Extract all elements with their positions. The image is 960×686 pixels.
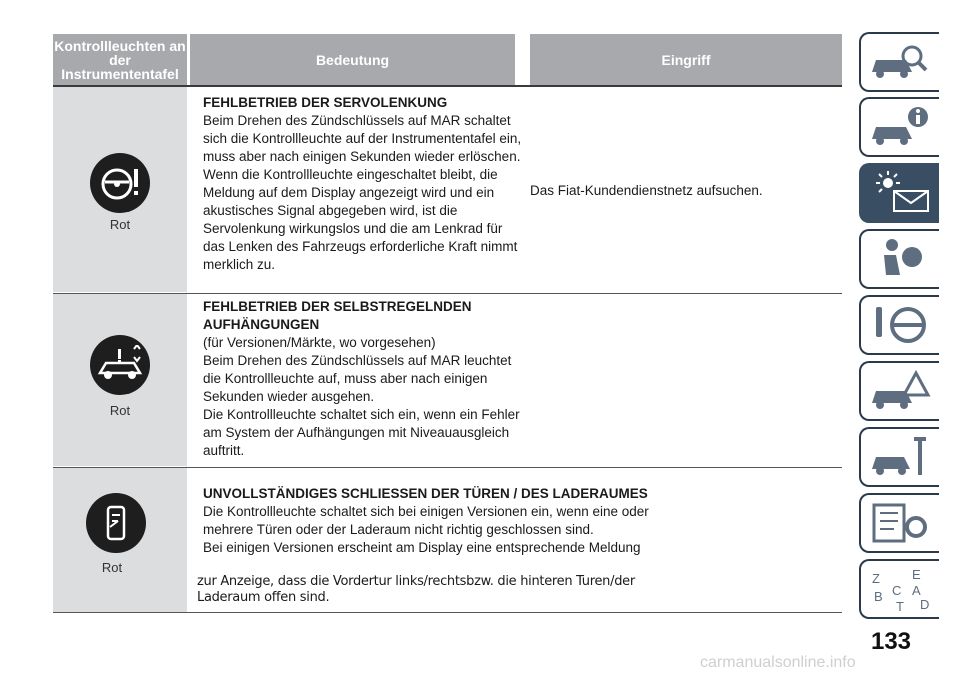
row3-text2: Bei einigen Versionen erscheint am Display eine entsprechende Meldung (203, 540, 641, 555)
tab-car-hazard[interactable] (859, 361, 939, 421)
tab-car-info[interactable] (859, 97, 939, 157)
tab-warning-lights[interactable] (859, 163, 939, 223)
svg-text:B: B (874, 589, 883, 604)
svg-text:Z: Z (872, 571, 880, 586)
row2-text1: Beim Drehen des Zündschlüssels auf MAR leuchtet die Kontrollleuchte auf, muss aber nach einigen Sekunden wieder ausgehen. (203, 353, 512, 404)
header-meaning-label: Bedeutung (315, 51, 390, 68)
svg-text:C: C (892, 583, 902, 598)
row2-color-label: Rot (109, 403, 131, 418)
header-col-action (530, 34, 842, 85)
row2-title: FEHLBETRIEB DER SELBSTREGELNDEN AUFHÄNGUNGEN (203, 299, 472, 332)
row2-meaning (203, 298, 523, 460)
svg-text:T: T (896, 599, 904, 613)
row1-text2: Wenn die Kontrollleuchte eingeschaltet bleibt, die Meldung auf dem Display angezeigt wird und ein akustisches Signal abgegeben wird, ist die Servolenkung wirkungslos und die am Lenkrad für das Lenken des Fahrzeugs erforderliche Kraft nimmt merklich zu. (203, 167, 518, 272)
svg-text:D: D (920, 597, 930, 612)
page-number: 133 (870, 628, 912, 655)
specs-gear-icon (866, 499, 934, 547)
row3-text3: zur Anzeige, dass die Vordertur links/rechtsbzw. die hinteren Turen/der (197, 574, 635, 589)
row3-color-label: Rot (101, 560, 123, 575)
row3-title: UNVOLLSTÄNDIGES SCHLIESSEN DER TÜREN / DES LADERAUMES (203, 486, 648, 501)
warning-lights-icon (866, 169, 934, 217)
car-search-icon (866, 38, 934, 86)
row1-action: Das Fiat-Kundendienstnetz aufsuchen. (530, 183, 763, 198)
row2-subtitle: (für Versionen/Märkte, wo vorgesehen) (203, 335, 436, 350)
tab-airbag[interactable] (859, 229, 939, 289)
header-col-meaning (190, 34, 515, 85)
row3-text4: Laderaum offen sind. (197, 590, 330, 605)
tab-car-search[interactable] (859, 32, 939, 92)
index-letters-icon (866, 565, 934, 613)
row1-color-label: Rot (109, 217, 131, 232)
row3-meaning (203, 485, 663, 557)
watermark: carmanualsonline.info (700, 654, 856, 671)
row1-meaning (203, 94, 523, 274)
header-indicator-label: Kontrollleuchten an der Instrumententafel (54, 37, 186, 82)
header-action-label: Eingriff (661, 51, 711, 68)
row3-text1: Die Kontrollleuchte schaltet sich bei einigen Versionen ein, wenn eine oder mehrere Türen oder der Laderaum nicht richtig geschlossen sind. (203, 504, 649, 537)
car-info-icon (866, 103, 934, 151)
row2-text2: Die Kontrollleuchte schaltet sich ein, wenn ein Fehler am System der Aufhängungen mit Niveauausgleich auftritt. (203, 407, 520, 458)
tab-index[interactable] (859, 559, 939, 619)
airbag-person-icon (866, 235, 934, 283)
svg-text:A: A (912, 583, 921, 598)
steering-wheel-icon (866, 301, 934, 349)
row1-text1: Beim Drehen des Zündschlüssels auf MAR schaltet sich die Kontrollleuchte auf der Instrumententafel ein, muss aber nach einigen Sekunden wieder erlöschen. (203, 113, 522, 164)
suspension-warning-icon (90, 335, 150, 395)
door-open-icon (86, 493, 146, 553)
steering-wheel-warning-icon (90, 153, 150, 213)
row1-title: FEHLBETRIEB DER SERVOLENKUNG (203, 95, 448, 110)
car-hazard-icon (866, 367, 934, 415)
tab-car-tools[interactable] (859, 427, 939, 487)
header-col-indicator (53, 34, 187, 85)
tab-steering[interactable] (859, 295, 939, 355)
tab-specs[interactable] (859, 493, 939, 553)
car-tools-icon (866, 433, 934, 481)
row3-divider (53, 612, 842, 613)
svg-text:E: E (912, 567, 921, 582)
